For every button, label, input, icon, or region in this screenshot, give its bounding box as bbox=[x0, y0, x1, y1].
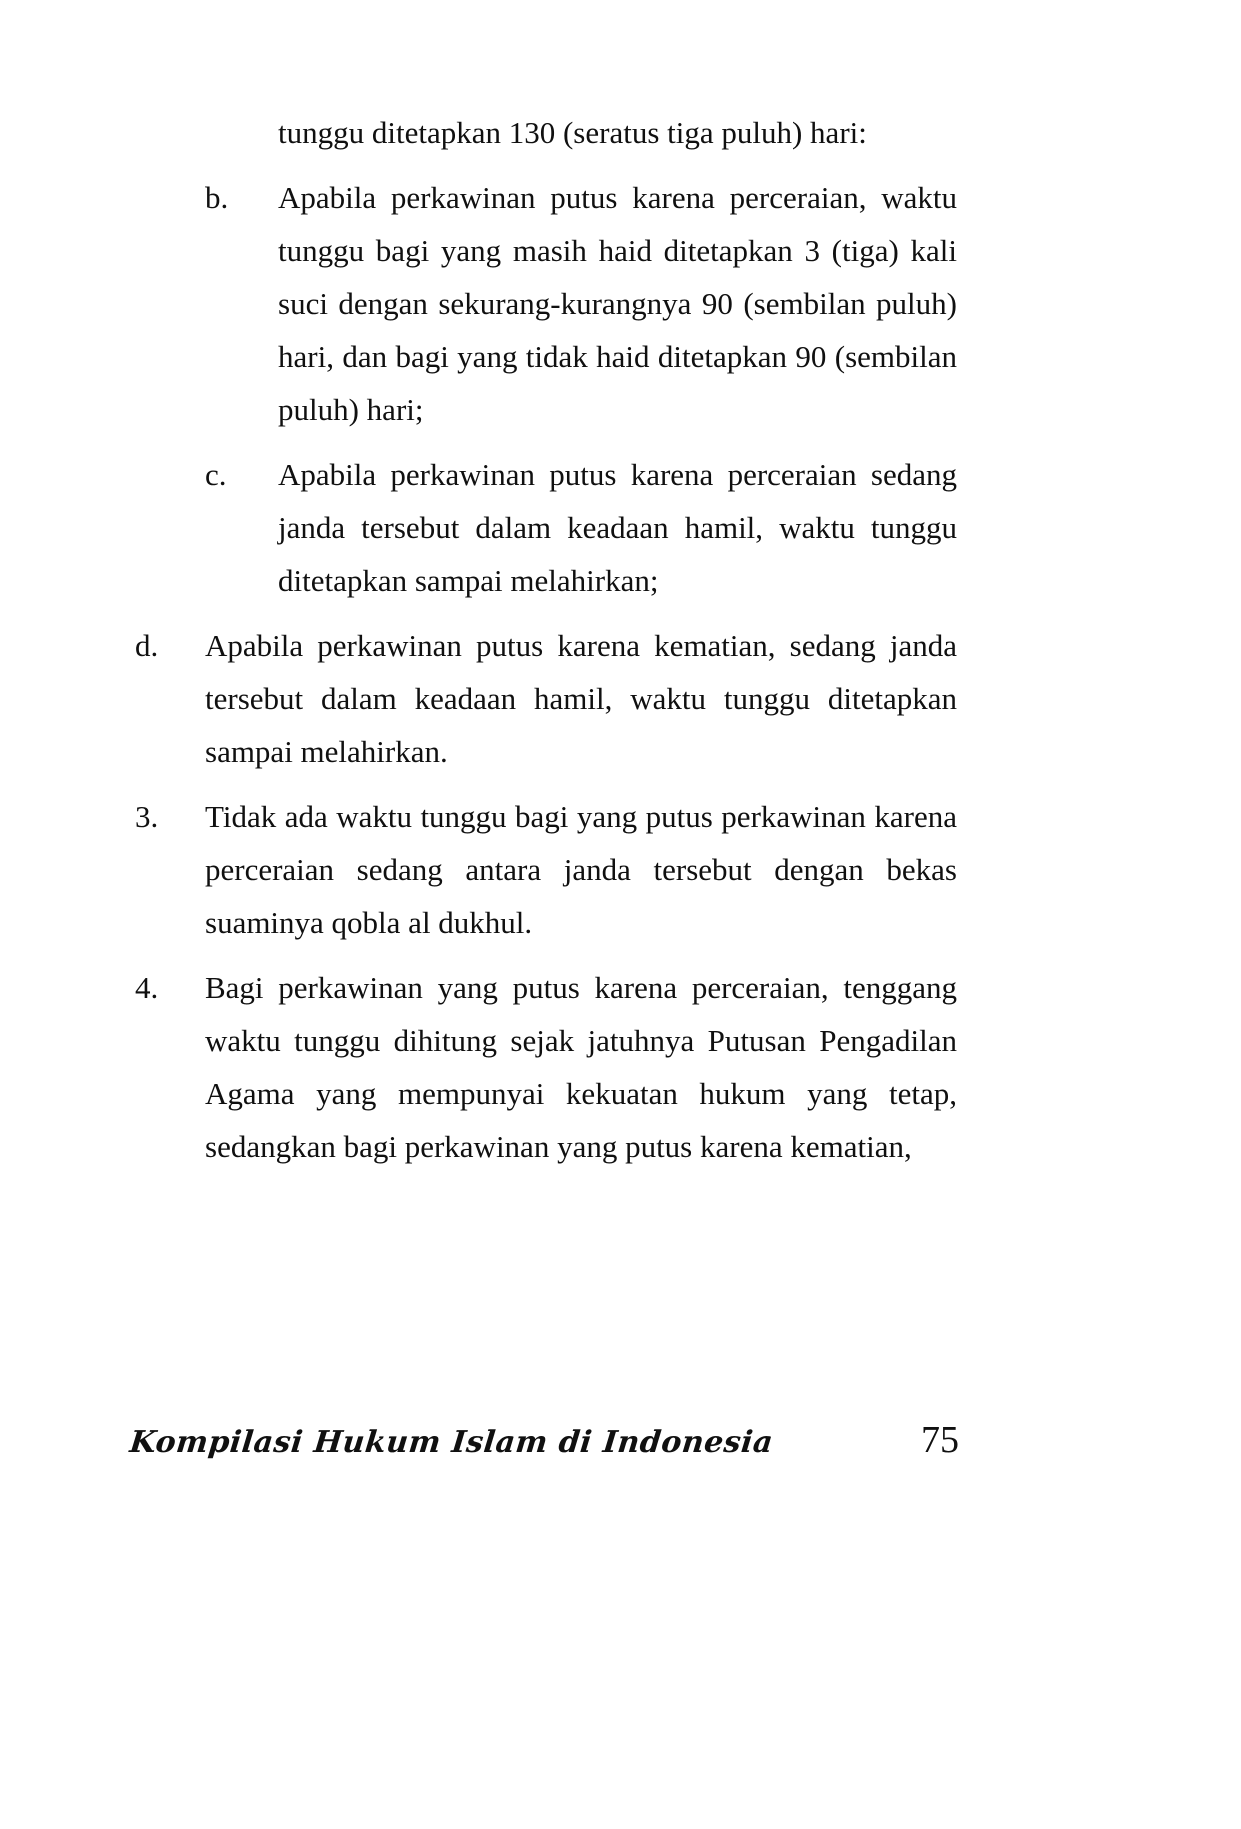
list-item-3 bbox=[135, 790, 957, 949]
list-item-c-label: c. bbox=[205, 457, 227, 492]
list-item-d-text: Apabila perkawinan putus karena kematian, sedang janda tersebut dalam keadaan hamil, waktu tunggu ditetapkan sampai melahirkan. bbox=[205, 628, 957, 769]
list-item-d-label: d. bbox=[135, 628, 159, 663]
list-item-4 bbox=[135, 961, 957, 1173]
list-item-3-text: Tidak ada waktu tunggu bagi yang putus perkawinan karena perceraian sedang antara janda tersebut dengan bekas suaminya qobla al dukhul. bbox=[205, 799, 957, 940]
list-item-c-text: Apabila perkawinan putus karena perceraian sedang janda tersebut dalam keadaan hamil, waktu tunggu ditetapkan sampai melahirkan; bbox=[278, 457, 957, 598]
list-item-d bbox=[135, 619, 957, 778]
page-content bbox=[135, 106, 957, 1185]
footer-book-title: Kompilasi Hukum Islam di Indonesia bbox=[128, 1425, 775, 1460]
paragraph-continuation: tunggu ditetapkan 130 (seratus tiga puluh) hari: bbox=[278, 115, 867, 150]
list-item-c bbox=[205, 448, 957, 607]
list-item-4-label: 4. bbox=[135, 970, 159, 1005]
page-number: 75 bbox=[921, 1419, 959, 1461]
list-item-4-text: Bagi perkawinan yang putus karena perceraian, tenggang waktu tunggu dihitung sejak jatuhnya Putusan Pengadilan Agama yang mempunyai kekuatan hukum yang tetap, sedangkan bagi perkawinan yang putus karena kematian, bbox=[205, 970, 957, 1164]
page-footer bbox=[128, 1418, 959, 1462]
list-item-b-text: Apabila perkawinan putus karena perceraian, waktu tunggu bagi yang masih haid ditetapkan 3 (tiga) kali suci dengan sekurang-kurangnya 90 (sembilan puluh) hari, dan bagi yang tidak haid ditetapkan 90 (sembilan puluh) hari; bbox=[278, 180, 957, 427]
list-item-b bbox=[205, 171, 957, 436]
list-item-b-label: b. bbox=[205, 180, 229, 215]
list-item-3-label: 3. bbox=[135, 799, 159, 834]
